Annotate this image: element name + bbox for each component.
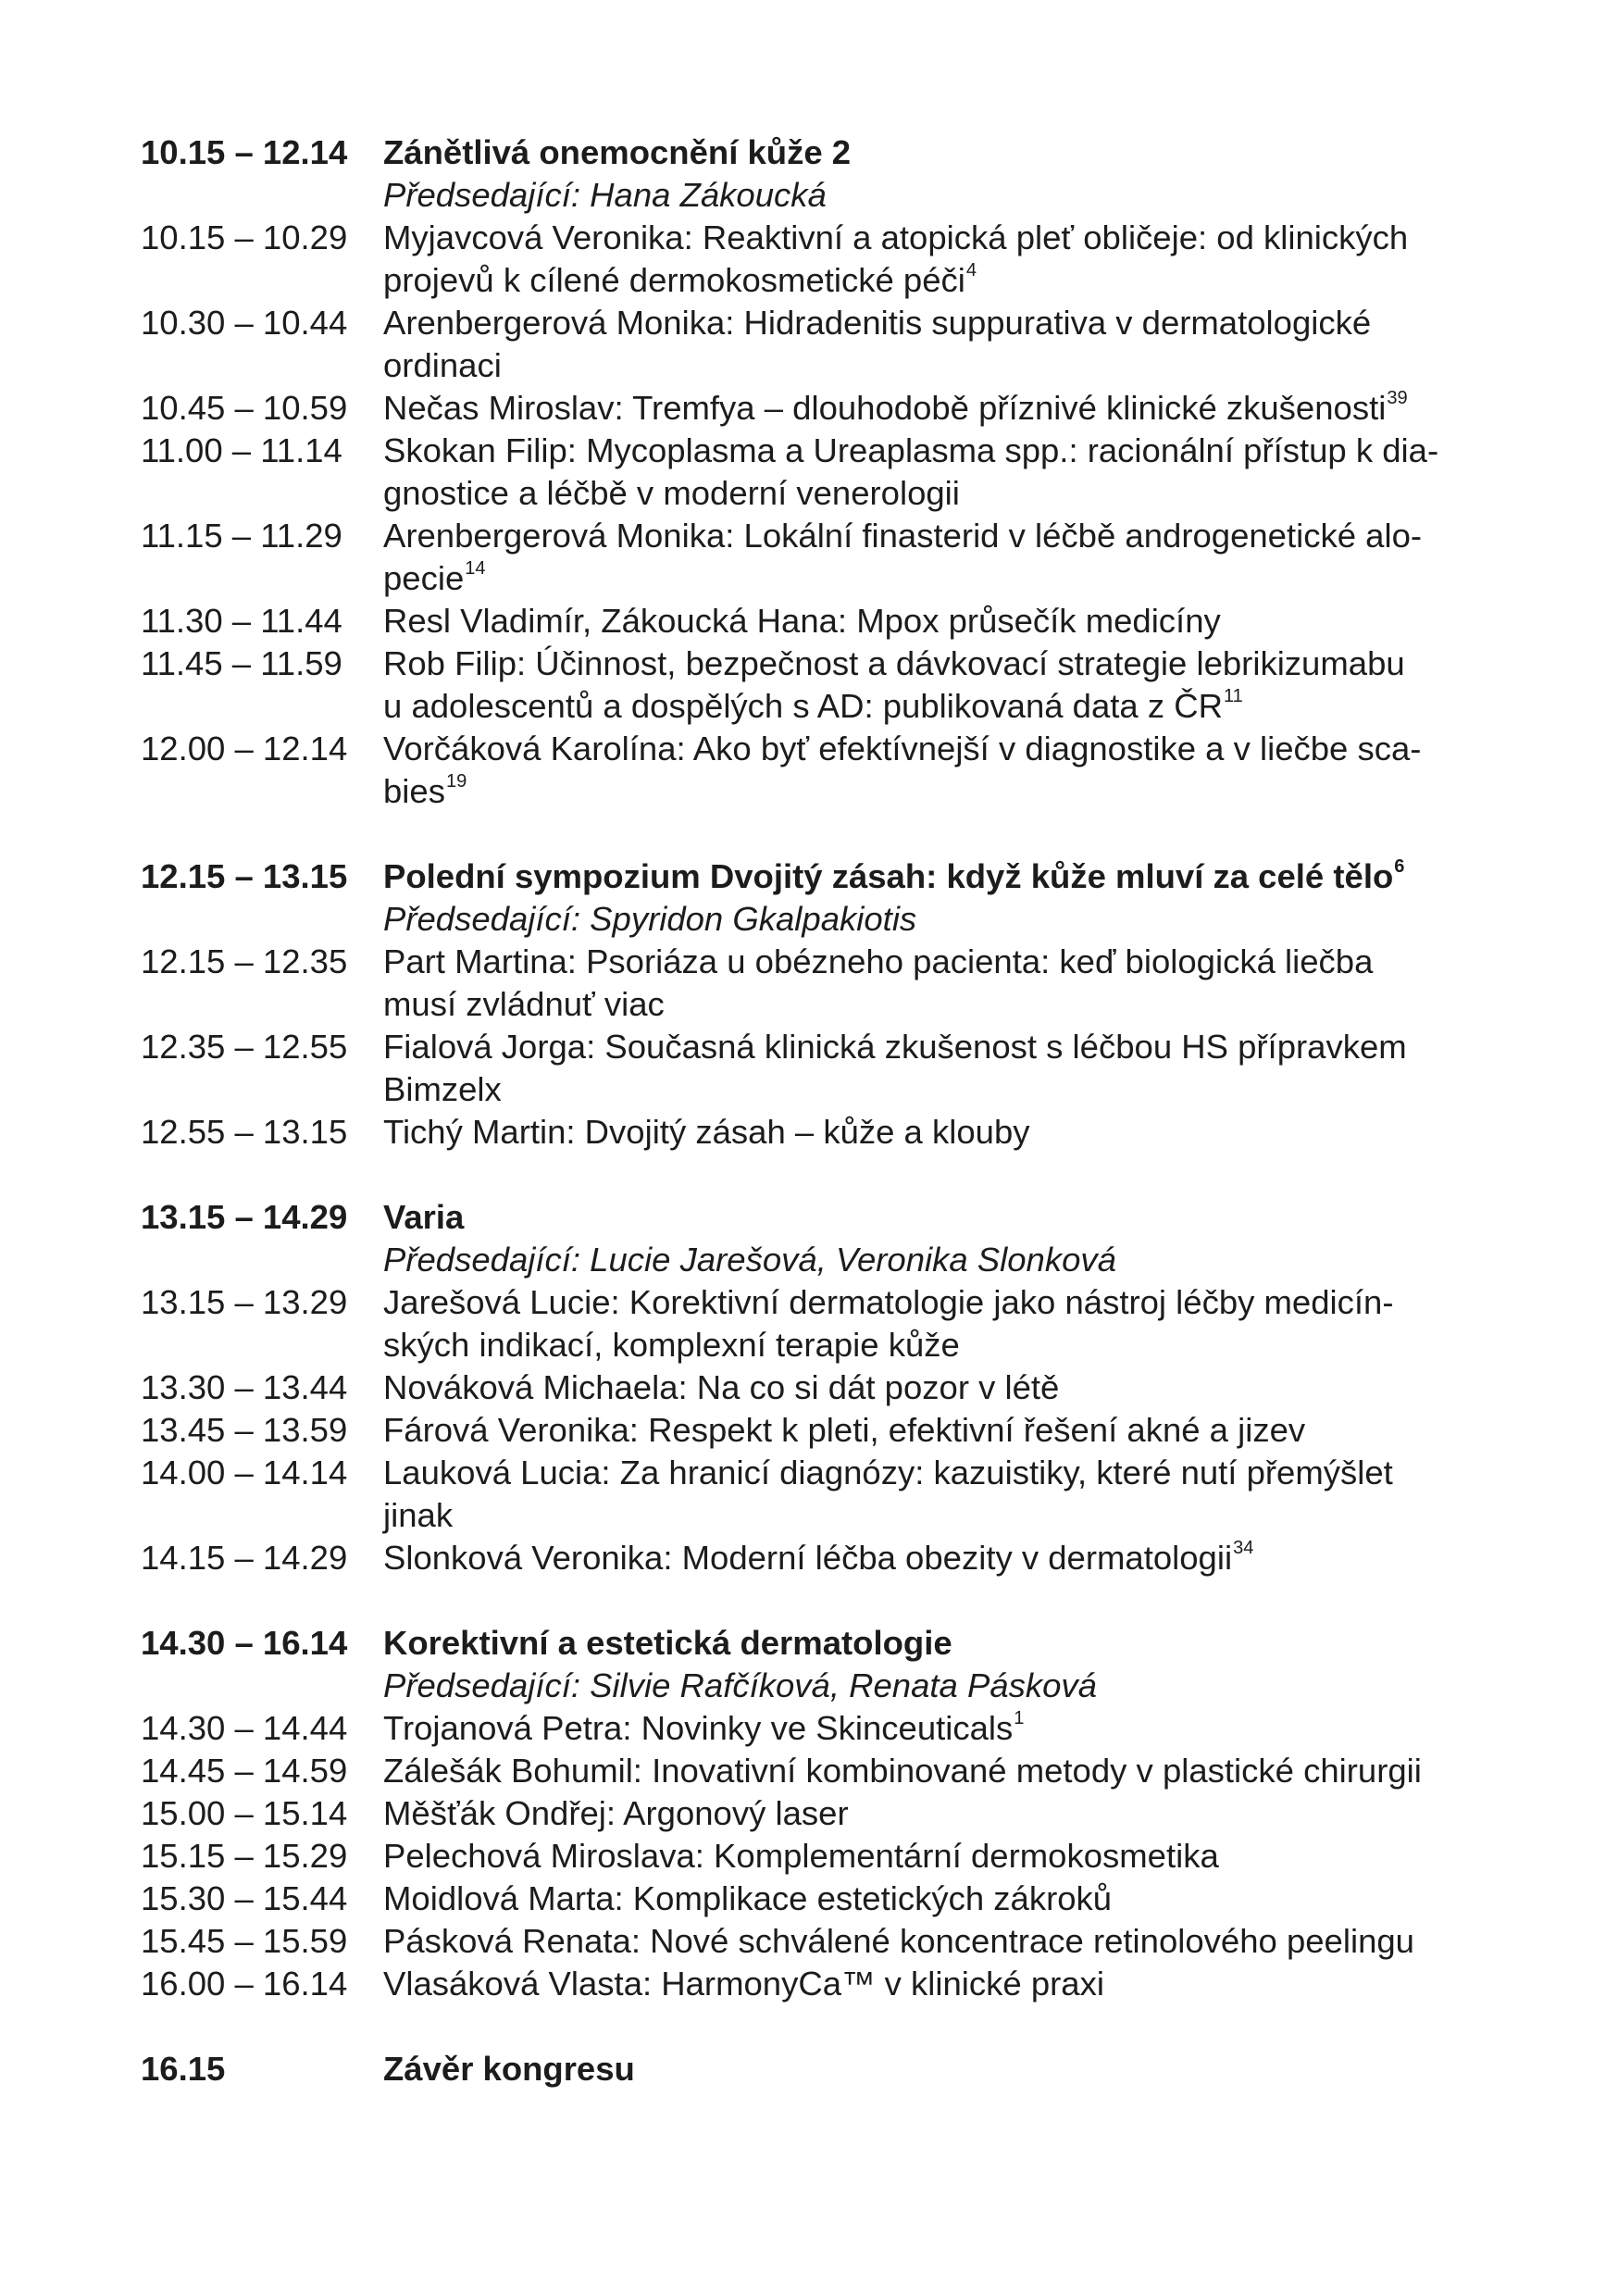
talk-time: 11.15 – 11.29 [141,517,342,555]
chair-row [141,174,1492,217]
talk-row [141,430,1492,515]
talk-title [383,387,1492,430]
talk-row [141,728,1492,813]
talk-row [141,1835,1492,1878]
footnote-marker: 19 [445,770,467,792]
section-title [383,1622,1492,1665]
talk-title-text: Tichý Martin: Dvojitý zásah – kůže a klouby [383,1113,1030,1151]
talk-title-text: Moidlová Marta: Komplikace estetických zákroků [383,1879,1113,1917]
talk-title-line [383,1324,1492,1366]
talk-title [383,217,1492,302]
talk-title-text: bies [383,772,445,810]
talk-time: 15.15 – 15.29 [141,1837,348,1875]
footnote-marker: 14 [465,557,486,579]
section-time: 14.30 – 16.14 [141,1624,348,1662]
section-title-text: Varia [383,1198,465,1236]
program-section [141,2048,1492,2090]
talk-title [383,1409,1492,1452]
talk-time: 14.15 – 14.29 [141,1539,348,1577]
talk-row [141,1111,1492,1154]
talk-title-line [383,983,1492,1026]
talk-title [383,1963,1492,2005]
talk-row [141,1878,1492,1920]
talk-title [383,1920,1492,1963]
talk-row [141,600,1492,643]
talk-title [383,1750,1492,1792]
talk-title [383,1792,1492,1835]
talk-row [141,1792,1492,1835]
program-section [141,855,1492,1154]
talk-row [141,1452,1492,1537]
talk-title-text: Fárová Veronika: Respekt k pleti, efektivní řešení akné a jizev [383,1411,1306,1449]
talk-title-line [383,1281,1492,1324]
talk-title-line [383,557,1492,600]
talk-title-line [383,1111,1492,1154]
talk-title [383,941,1492,1026]
talk-row [141,1409,1492,1452]
talk-title-text: Nečas Miroslav: Tremfya – dlouhodobě příznivé klinické zkušenosti [383,389,1387,427]
talk-title-line [383,1707,1492,1750]
talk-title-text: Vlasáková Vlasta: HarmonyCa™ v klinické praxi [383,1965,1104,2003]
talk-title-text: Pásková Renata: Nové schválené koncentrace retinolového peelingu [383,1922,1414,1960]
talk-time: 10.45 – 10.59 [141,389,348,427]
talk-title-line [383,941,1492,983]
talk-time: 13.15 – 13.29 [141,1283,348,1321]
talk-title-line [383,1068,1492,1111]
talk-title-line [383,344,1492,387]
footnote-marker: 6 [1394,855,1405,877]
talk-title-line [383,1409,1492,1452]
talk-title-line [383,600,1492,643]
talk-time: 14.30 – 14.44 [141,1709,348,1747]
talk-title-text: pecie [383,559,465,597]
talk-row [141,1026,1492,1111]
section-title-text: Závěr kongresu [383,2050,635,2088]
talk-time: 16.00 – 16.14 [141,1965,348,2003]
section-time: 13.15 – 14.29 [141,1198,348,1236]
talk-title-text: projevů k cílené dermokosmetické péči [383,261,965,299]
talk-title-line [383,728,1492,770]
section-heading [141,1196,1492,1239]
talk-title [383,600,1492,643]
talk-title-line [383,1494,1492,1537]
talk-title-line [383,1537,1492,1579]
program-section [141,1196,1492,1579]
talk-title [383,643,1492,728]
talk-title-line [383,1878,1492,1920]
talk-title-line [383,472,1492,515]
talk-time: 12.55 – 13.15 [141,1113,348,1151]
talk-title-text: Vorčáková Karolína: Ako byť efektívnejší v diagnostike a v liečbe sca- [383,730,1422,767]
talk-row [141,1537,1492,1579]
talk-title-text: Slonková Veronika: Moderní léčba obezity v dermatologii [383,1539,1233,1577]
session-chair: Předsedající: Spyridon Gkalpakiotis [383,900,917,938]
talk-title-text: Lauková Lucia: Za hranicí diagnózy: kazuistiky, které nutí přemýšlet [383,1454,1393,1491]
talk-title-text: Bimzelx [383,1070,502,1108]
talk-title [383,515,1492,600]
talk-time: 14.45 – 14.59 [141,1752,348,1790]
section-heading [141,855,1492,898]
talk-title-text: Arenbergerová Monika: Lokální finasterid v léčbě androgenetické alo- [383,517,1423,555]
talk-title-text: Skokan Filip: Mycoplasma a Ureaplasma spp.: racionální přístup k dia- [383,431,1439,469]
talk-title-text: Pelechová Miroslava: Komplementární dermokosmetika [383,1837,1219,1875]
talk-title [383,728,1492,813]
program-section [141,131,1492,813]
talk-title-line [383,685,1492,728]
talk-row [141,302,1492,387]
session-chair: Předsedající: Hana Zákoucká [383,176,827,214]
talk-row [141,1750,1492,1792]
talk-title [383,1366,1492,1409]
talk-time: 11.45 – 11.59 [141,644,342,682]
talk-title [383,1281,1492,1366]
section-time: 12.15 – 13.15 [141,857,348,895]
talk-row [141,515,1492,600]
section-heading [141,1622,1492,1665]
section-heading [141,2048,1492,2090]
talk-title-text: Trojanová Petra: Novinky ve Skinceuticals [383,1709,1014,1747]
talk-title-line [383,1963,1492,2005]
talk-title-text: Part Martina: Psoriáza u obézneho pacienta: keď biologická liečba [383,942,1374,980]
talk-time: 10.30 – 10.44 [141,304,348,342]
talk-title-text: ských indikací, komplexní terapie kůže [383,1326,960,1364]
footnote-marker: 39 [1387,387,1408,408]
section-title [383,1196,1492,1239]
talk-time: 15.45 – 15.59 [141,1922,348,1960]
talk-time: 14.00 – 14.14 [141,1454,348,1491]
talk-time: 13.30 – 13.44 [141,1368,348,1406]
footnote-marker: 34 [1233,1537,1254,1558]
talk-row [141,1963,1492,2005]
chair-row [141,1239,1492,1281]
program-page [141,131,1492,2133]
talk-title-text: jinak [383,1496,454,1534]
chair-row [141,898,1492,941]
footnote-marker: 4 [965,259,977,281]
talk-title-line [383,217,1492,259]
talk-title-line [383,387,1492,430]
section-time: 10.15 – 12.14 [141,133,348,171]
talk-title-line [383,1026,1492,1068]
talk-title-text: Arenbergerová Monika: Hidradenitis suppurativa v dermatologické [383,304,1372,342]
section-title [383,2048,1492,2090]
chair-row [141,1665,1492,1707]
talk-title-text: Resl Vladimír, Zákoucká Hana: Mpox průsečík medicíny [383,602,1221,640]
talk-row [141,941,1492,1026]
talk-title [383,1452,1492,1537]
section-title [383,855,1492,898]
talk-time: 15.30 – 15.44 [141,1879,348,1917]
talk-title-text: Fialová Jorga: Současná klinická zkušenost s léčbou HS přípravkem [383,1028,1407,1066]
talk-title-text: Zálešák Bohumil: Inovativní kombinované metody v plastické chirurgii [383,1752,1422,1790]
talk-title-line [383,1452,1492,1494]
talk-title-line [383,1366,1492,1409]
talk-time: 11.00 – 11.14 [141,431,342,469]
section-title [383,131,1492,174]
talk-title-text: musí zvládnuť viac [383,985,665,1023]
program-section [141,1622,1492,2005]
talk-row [141,643,1492,728]
talk-row [141,387,1492,430]
talk-time: 12.00 – 12.14 [141,730,348,767]
talk-row [141,1707,1492,1750]
talk-row [141,1281,1492,1366]
talk-title-line [383,302,1492,344]
talk-title-text: Rob Filip: Účinnost, bezpečnost a dávkovací strategie lebrikizumabu [383,644,1405,682]
talk-title [383,430,1492,515]
talk-title [383,1878,1492,1920]
talk-time: 15.00 – 15.14 [141,1794,348,1832]
talk-time: 11.30 – 11.44 [141,602,342,640]
talk-time: 13.45 – 13.59 [141,1411,348,1449]
talk-time: 10.15 – 10.29 [141,218,348,256]
talk-title-line [383,643,1492,685]
talk-title [383,1707,1492,1750]
section-title-text: Korektivní a estetická dermatologie [383,1624,952,1662]
talk-row [141,1920,1492,1963]
talk-title-text: Jarešová Lucie: Korektivní dermatologie jako nástroj léčby medicín- [383,1283,1394,1321]
talk-title-text: ordinaci [383,346,502,384]
talk-row [141,217,1492,302]
talk-title-line [383,515,1492,557]
session-chair: Předsedající: Lucie Jarešová, Veronika Slonková [383,1241,1116,1279]
talk-row [141,1366,1492,1409]
talk-title [383,1835,1492,1878]
footnote-marker: 1 [1014,1707,1025,1728]
talk-time: 12.35 – 12.55 [141,1028,348,1066]
section-title-text: Zánětlivá onemocnění kůže 2 [383,133,852,171]
talk-time: 12.15 – 12.35 [141,942,348,980]
section-time: 16.15 [141,2050,226,2088]
footnote-marker: 11 [1223,685,1243,706]
talk-title-text: Měšťák Ondřej: Argonový laser [383,1794,849,1832]
talk-title [383,1026,1492,1111]
talk-title-text: Myjavcová Veronika: Reaktivní a atopická pleť obličeje: od klinických [383,218,1409,256]
talk-title-text: Nováková Michaela: Na co si dát pozor v létě [383,1368,1060,1406]
talk-title-text: u adolescentů a dospělých s AD: publikovaná data z ČR [383,687,1223,725]
talk-title-line [383,1920,1492,1963]
talk-title-line [383,259,1492,302]
talk-title-line [383,430,1492,472]
talk-title-line [383,1792,1492,1835]
section-heading [141,131,1492,174]
session-chair: Předsedající: Silvie Rafčíková, Renata Pásková [383,1666,1097,1704]
talk-title-line [383,1750,1492,1792]
talk-title-line [383,1835,1492,1878]
section-title-text: Polední sympozium Dvojitý zásah: když kůže mluví za celé tělo [383,857,1394,895]
talk-title [383,302,1492,387]
talk-title-line [383,770,1492,813]
talk-title [383,1537,1492,1579]
talk-title [383,1111,1492,1154]
talk-title-text: gnostice a léčbě v moderní venerologii [383,474,960,512]
